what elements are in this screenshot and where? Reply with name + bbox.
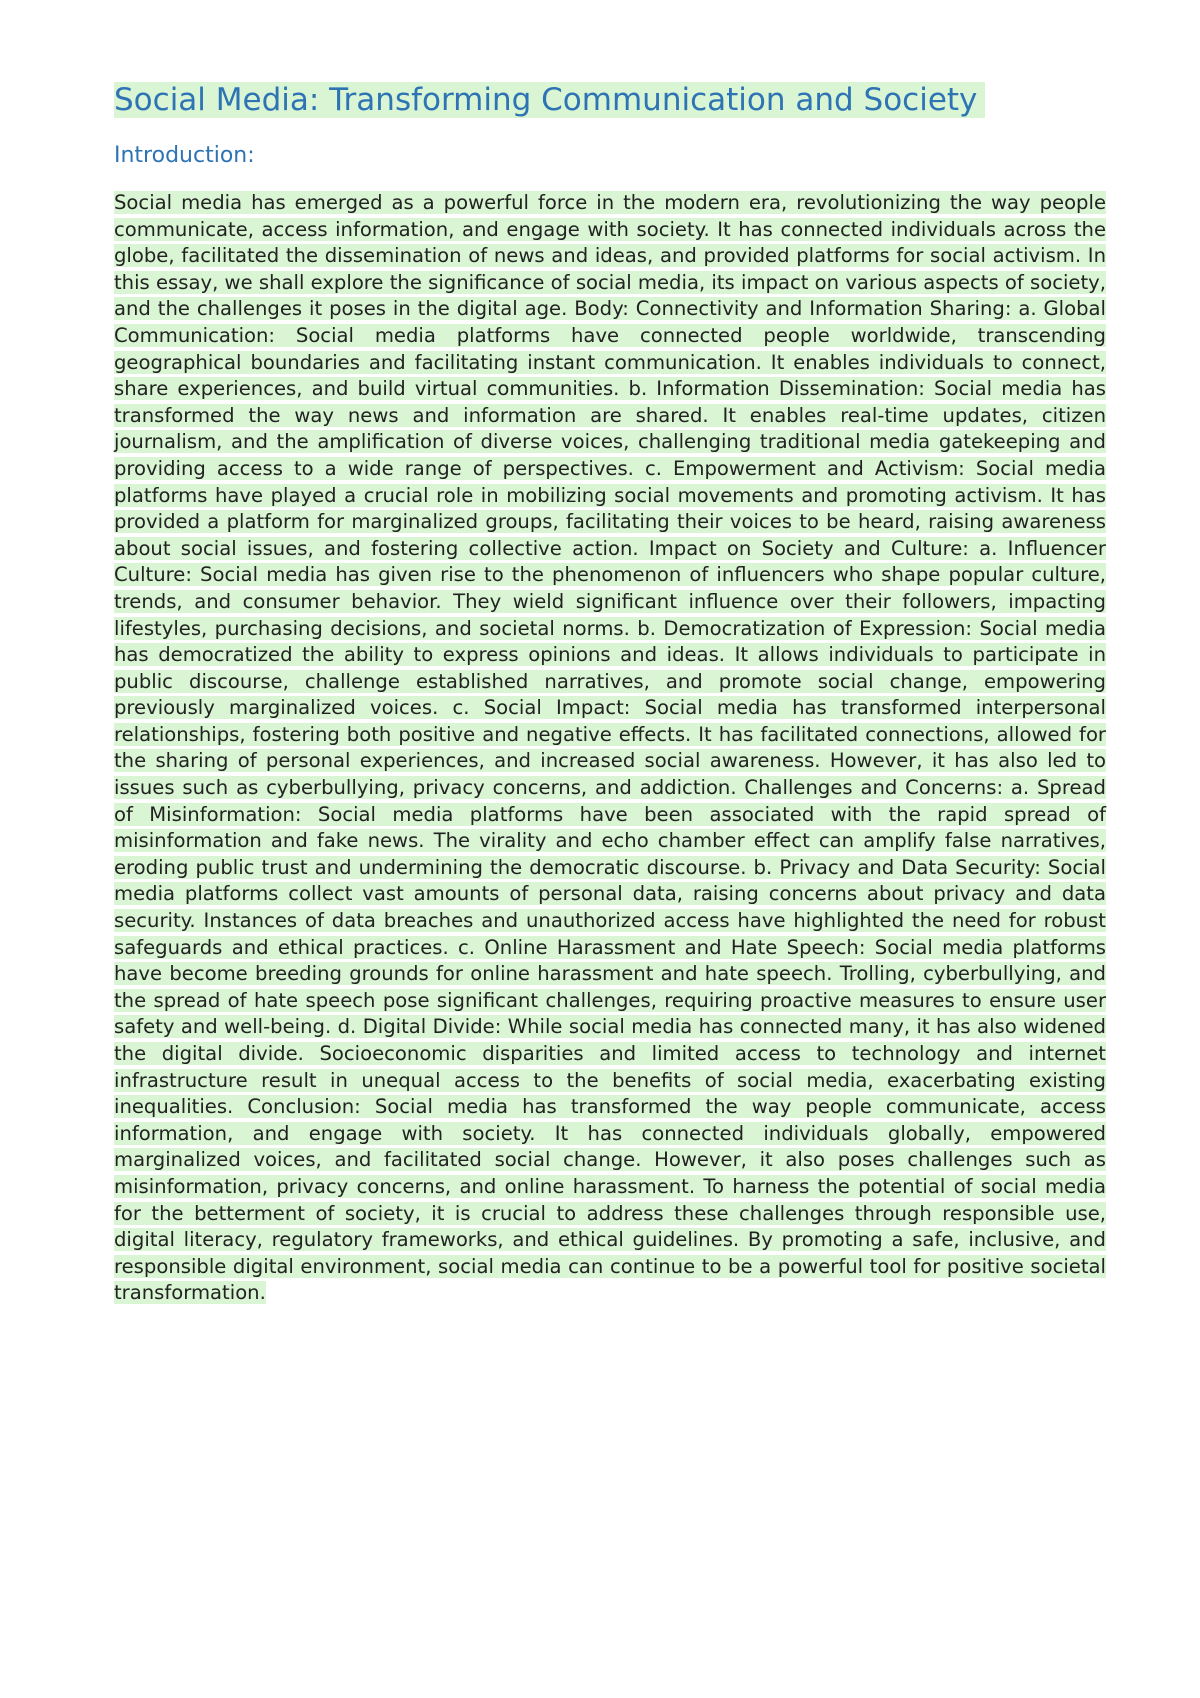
title-block xyxy=(114,80,1154,120)
body-text-highlighted: Social media has emerged as a powerful force in the modern era, revolutionizing the way people communicate, access information, and engage with society. It has connected individuals across the globe, facilitated the dissemination of news and ideas, and provided platforms for social activism. In this essay, we shall explore the significance of social media, its impact on various aspects of society, and the challenges it poses in the digital age. Body: Connectivity and Information Sharing: a. Global Communication: Social media platforms have connected people worldwide, transcending geographical boundaries and facilitating instant communication. It enables individuals to connect, share experiences, and build virtual communities. b. Information Dissemination: Social media has transformed the way news and information are shared. It enables real-time updates, citizen journalism, and the amplification of diverse voices, challenging traditional media gatekeeping and providing access to a wide range of perspectives. c. Empowerment and Activism: Social media platforms have played a crucial role in mobilizing social movements and promoting activism. It has provided a platform for marginalized groups, facilitating their voices to be heard, raising awareness about social issues, and fostering collective action. Impact on Society and Culture: a. Influencer Culture: Social media has given rise to the phenomenon of influencers who shape popular culture, trends, and consumer behavior. They wield significant influence over their followers, impacting lifestyles, purchasing decisions, and societal norms. b. Democratization of Expression: Social media has democratized the ability to express opinions and ideas. It allows individuals to participate in public discourse, challenge established narratives, and promote social change, empowering previously marginalized voices. c. Social Impact: Social media has transformed interpersonal relationships, fostering both positive and negative effects. It has facilitated connections, allowed for the sharing of personal experiences, and increased social awareness. However, it has also led to issues such as cyberbullying, privacy concerns, and addiction. Challenges and Concerns: a. Spread of Misinformation: Social media platforms have been associated with the rapid spread of misinformation and fake news. The virality and echo chamber effect can amplify false narratives, eroding public trust and undermining the democratic discourse. b. Privacy and Data Security: Social media platforms collect vast amounts of personal data, raising concerns about privacy and data security. Instances of data breaches and unauthorized access have highlighted the need for robust safeguards and ethical practices. c. Online Harassment and Hate Speech: Social media platforms have become breeding grounds for online harassment and hate speech. Trolling, cyberbullying, and the spread of hate speech pose significant challenges, requiring proactive measures to ensure user safety and well-being. d. Digital Divide: While social media has connected many, it has also widened the digital divide. Socioeconomic disparities and limited access to technology and internet infrastructure result in unequal access to the benefits of social media, exacerbating existing inequalities. Conclusion: Social media has transformed the way people communicate, access information, and engage with society. It has connected individuals globally, empowered marginalized voices, and facilitated social change. However, it also poses challenges such as misinformation, privacy concerns, and online harassment. To harness the potential of social media for the betterment of society, it is crucial to address these challenges through responsible use, digital literacy, regulatory frameworks, and ethical guidelines. By promoting a safe, inclusive, and responsible digital environment, social media can continue to be a powerful tool for positive societal transformation. xyxy=(114,191,1106,1305)
section-heading-introduction: Introduction: xyxy=(114,143,255,168)
body-block xyxy=(114,190,1106,1307)
body-paragraph xyxy=(114,190,1106,1307)
document-title: Social Media: Transforming Communication and Society xyxy=(114,82,985,118)
